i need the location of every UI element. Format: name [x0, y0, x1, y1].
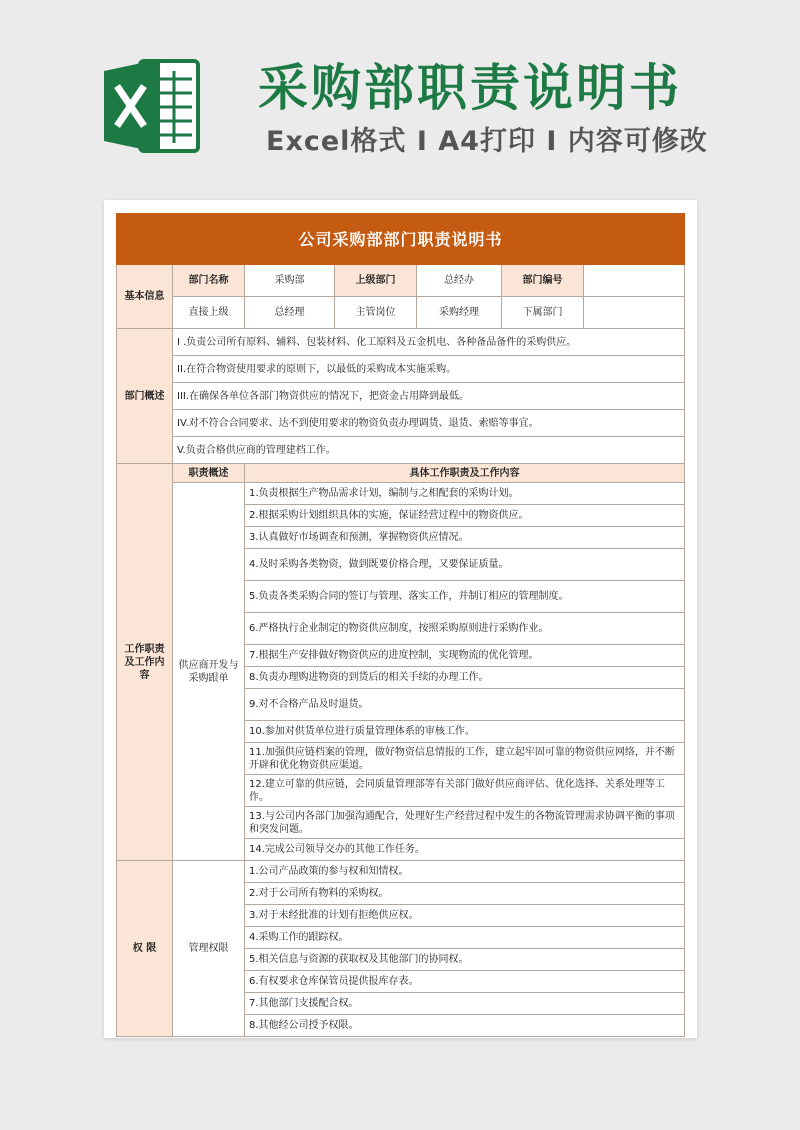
duties-category: 供应商开发与采购跟单 [173, 483, 245, 861]
duty-item: 5.负责各类采购合同的签订与管理、落实工作，并制订相应的管理制度。 [245, 581, 685, 613]
page-title: 采购部职责说明书 [258, 59, 682, 117]
duty-item: 2.根据采购计划组织具体的实施，保证经营过程中的物资供应。 [245, 505, 685, 527]
basic-label-sub-dept: 下属部门 [502, 297, 584, 329]
right-item: 8.其他经公司授予权限。 [245, 1015, 685, 1037]
basic-label-lead-position: 主管岗位 [335, 297, 417, 329]
duty-item: 6.严格执行企业制定的物资供应制度，按照采购原则进行采购作业。 [245, 613, 685, 645]
duty-item: 12.建立可靠的供应链，会同质量管理部等有关部门做好供应商评估、优化选择、关系处理等工作。 [245, 775, 685, 807]
basic-value-dept-name: 采购部 [245, 265, 335, 297]
overview-item: V.负责合格供应商的管理建档工作。 [173, 437, 685, 464]
duty-item: 13.与公司内各部门加强沟通配合，处理好生产经营过程中发生的各物流管理需求协调平衡的事项和突发问题。 [245, 807, 685, 839]
overview-item: I .负责公司所有原料、辅料、包装材料、化工原料及五金机电、各种备品备件的采购供应。 [173, 329, 685, 356]
duty-item: 7.根据生产安排做好物资供应的进度控制，实现物流的优化管理。 [245, 645, 685, 667]
basic-label-dept-code: 部门编号 [502, 265, 584, 297]
duty-item: 3.认真做好市场调查和预测，掌握物资供应情况。 [245, 527, 685, 549]
duties-col-detail: 具体工作职责及工作内容 [245, 464, 685, 483]
basic-value-parent-dept: 总经办 [417, 265, 502, 297]
duties-col-summary: 职责概述 [173, 464, 245, 483]
overview-item: II.在符合物资使用要求的原则下，以最低的采购成本实施采购。 [173, 356, 685, 383]
right-item: 1.公司产品政策的参与权和知情权。 [245, 861, 685, 883]
duty-item: 11.加强供应链档案的管理，做好物资信息情报的工作，建立起牢固可靠的物资供应网络，并不断开辟和优化物资供应渠道。 [245, 743, 685, 775]
section-overview: 部门概述 [117, 329, 173, 464]
overview-item: III.在确保各单位各部门物资供应的情况下，把资金占用降到最低。 [173, 383, 685, 410]
right-item: 2.对于公司所有物料的采购权。 [245, 883, 685, 905]
duty-sheet [116, 213, 684, 1037]
duty-item: 1.负责根据生产物品需求计划，编制与之相配套的采购计划。 [245, 483, 685, 505]
basic-value-direct-superior: 总经理 [245, 297, 335, 329]
excel-logo-icon [104, 57, 202, 155]
duty-item: 9.对不合格产品及时退货。 [245, 689, 685, 721]
section-basic-info: 基本信息 [117, 265, 173, 329]
right-item: 5.相关信息与资源的获取权及其他部门的协同权。 [245, 949, 685, 971]
basic-label-parent-dept: 上级部门 [335, 265, 417, 297]
basic-value-lead-position: 采购经理 [417, 297, 502, 329]
duty-item: 14.完成公司领导交办的其他工作任务。 [245, 839, 685, 861]
right-item: 4.采购工作的跟踪权。 [245, 927, 685, 949]
duty-table [116, 213, 685, 1037]
rights-category: 管理权限 [173, 861, 245, 1037]
basic-label-dept-name: 部门名称 [173, 265, 245, 297]
right-item: 6.有权要求仓库保管员提供报库存表。 [245, 971, 685, 993]
right-item: 7.其他部门支援配合权。 [245, 993, 685, 1015]
duty-item: 10.参加对供货单位进行质量管理体系的审核工作。 [245, 721, 685, 743]
duty-item: 4.及时采购各类物资，做到既要价格合理，又要保证质量。 [245, 549, 685, 581]
section-rights: 权 限 [117, 861, 173, 1037]
right-item: 3.对于未经批准的计划有拒绝供应权。 [245, 905, 685, 927]
section-duties: 工作职责及工作内容 [117, 464, 173, 861]
duty-item: 8.负责办理购进物资的到货后的相关手续的办理工作。 [245, 667, 685, 689]
basic-value-sub-dept [584, 297, 685, 329]
basic-value-dept-code [584, 265, 685, 297]
basic-label-direct-superior: 直接上级 [173, 297, 245, 329]
overview-item: IV.对不符合合同要求、达不到使用要求的物资负责办理调货、退货、索赔等事宜。 [173, 410, 685, 437]
page-subtitle: Excel格式 I A4打印 I 内容可修改 [266, 126, 708, 157]
sheet-title: 公司采购部部门职责说明书 [117, 214, 685, 265]
